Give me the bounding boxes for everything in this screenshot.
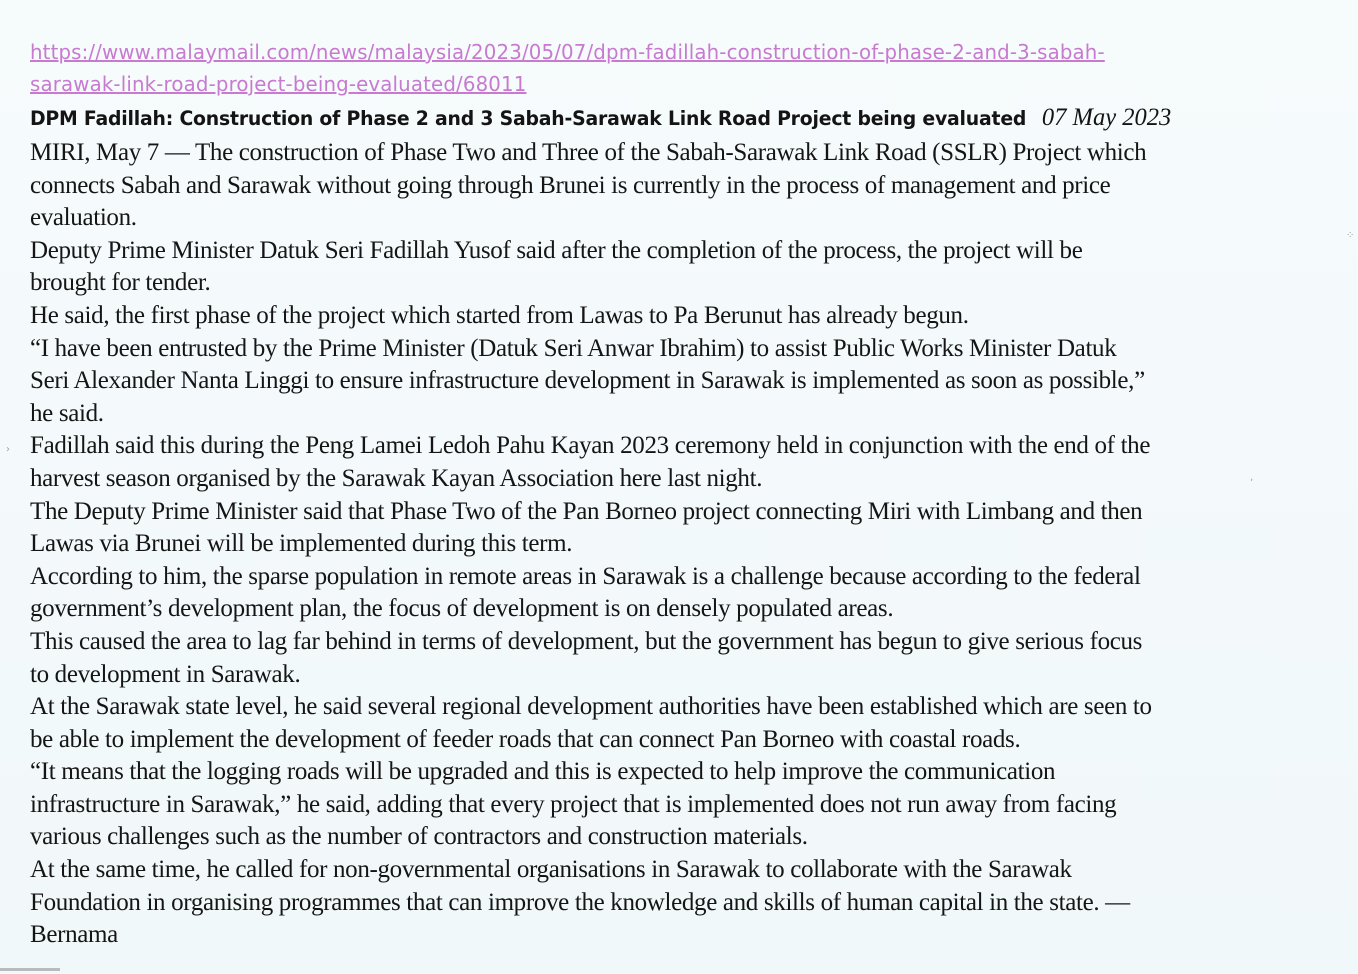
article-headline-row xyxy=(30,102,1325,134)
source-url-line-1[interactable]: https://www.malaymail.com/news/malaysia/2023/05/07/dpm-fadillah-construction-of-phase-2-and-3-sabah- xyxy=(30,40,1105,64)
body-line: At the same time, he called for non-governmental organisations in Sarawak to collaborate with the Sarawak xyxy=(30,854,1072,884)
scan-speck: ⁘ xyxy=(1346,230,1355,241)
body-line: “It means that the logging roads will be upgraded and this is expected to help improve the communication xyxy=(30,756,1056,786)
body-line: connects Sabah and Sarawak without going through Brunei is currently in the process of management and price xyxy=(30,169,1111,199)
source-url-link[interactable] xyxy=(30,36,1340,100)
article-body xyxy=(30,136,1350,951)
body-line: The Deputy Prime Minister said that Phase Two of the Pan Borneo project connecting Miri with Limbang and then xyxy=(30,495,1143,525)
body-line: infrastructure in Sarawak,” he said, adding that every project that is implemented does not run away from facing xyxy=(30,788,1117,818)
body-line: Fadillah said this during the Peng Lamei Ledoh Pahu Kayan 2023 ceremony held in conjunction with the end of the xyxy=(30,430,1151,460)
source-url-line-2[interactable]: sarawak-link-road-project-being-evaluated/68011 xyxy=(30,72,527,96)
scan-speck: › xyxy=(6,444,10,455)
article-date: 07 May 2023 xyxy=(1041,104,1172,131)
body-line: government’s development plan, the focus of development is on densely populated areas. xyxy=(30,593,894,623)
scan-edge-mark xyxy=(0,968,60,971)
article-headline: DPM Fadillah: Construction of Phase 2 and 3 Sabah-Sarawak Link Road Project being evaluated xyxy=(30,107,1027,130)
body-line: Bernama xyxy=(30,919,118,949)
body-line: He said, the first phase of the project which started from Lawas to Pa Berunut has already begun. xyxy=(30,299,969,329)
body-line: Lawas via Brunei will be implemented during this term. xyxy=(30,528,573,558)
body-line: According to him, the sparse population in remote areas in Sarawak is a challenge because according to the federal xyxy=(30,560,1141,590)
body-line: evaluation. xyxy=(30,202,137,232)
body-line: various challenges such as the number of contractors and construction materials. xyxy=(30,821,808,851)
body-line: Foundation in organising programmes that can improve the knowledge and skills of human capital in the state. — xyxy=(30,886,1130,916)
body-line: Deputy Prime Minister Datuk Seri Fadillah Yusof said after the completion of the process, the project will be xyxy=(30,234,1083,264)
body-line: Seri Alexander Nanta Linggi to ensure infrastructure development in Sarawak is implemented as soon as possible,” xyxy=(30,365,1145,395)
body-line: brought for tender. xyxy=(30,267,211,297)
body-line: MIRI, May 7 — The construction of Phase Two and Three of the Sabah-Sarawak Link Road (SSLR) Project which xyxy=(30,137,1147,166)
body-line: he said. xyxy=(30,397,104,427)
body-line: harvest season organised by the Sarawak Kayan Association here last night. xyxy=(30,462,763,492)
body-line: At the Sarawak state level, he said several regional development authorities have been established which are seen to xyxy=(30,691,1152,721)
body-line: be able to implement the development of feeder roads that can connect Pan Borneo with coastal roads. xyxy=(30,723,1021,753)
body-line: to development in Sarawak. xyxy=(30,658,301,688)
body-line: This caused the area to lag far behind in terms of development, but the government has begun to give serious focus xyxy=(30,625,1143,655)
body-line: “I have been entrusted by the Prime Minister (Datuk Seri Anwar Ibrahim) to assist Public Works Minister Datuk xyxy=(30,332,1117,362)
scan-speck: ʼ xyxy=(1250,478,1254,489)
